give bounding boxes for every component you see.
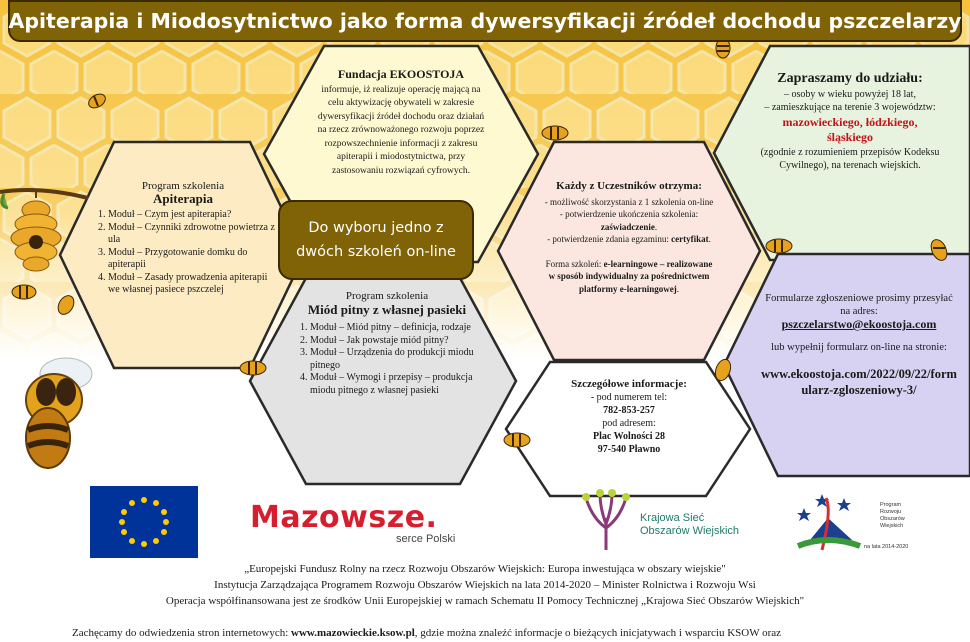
program2-label: Program szkolenia — [345, 290, 429, 302]
bee-icon — [238, 358, 268, 383]
uczestnik-line2-value: zaświadczenie — [600, 221, 655, 232]
ksow-website-link[interactable]: www.mazowieckie.ksow.pl — [291, 627, 415, 639]
footer-line2: Instytucja Zarządzająca Programem Rozwoju Obszarów Wiejskich na lata 2014-2020 – Minister Rolnictwa i Rozwoju Wsi — [214, 579, 756, 591]
program1-module: 1. Moduł – Czym jest apiterapia? — [108, 209, 276, 222]
hex-zaproszenie — [712, 44, 970, 262]
fundacja-text: informuje, iż realizuje operację mającą na celu aktywizację obywateli w zakresie dywersyfikacji źródeł dochodu oraz działań na rzecz zrównoważonego rozwoju poprzez rozpowszechnienie informacji z zakresu apiterapii i miodostytnictwa, przy zastosowaniu rozwiązań cyfrowych. — [317, 84, 485, 176]
prow-years: na lata 2014-2020 — [864, 544, 909, 550]
hex-formularze — [722, 252, 970, 478]
formularze-text: Formularze zgłoszeniowe prosimy przesyłać na adres: — [765, 293, 953, 317]
prow-logo — [792, 490, 922, 560]
uczestnik-line3-value: certyfikat — [671, 234, 709, 244]
title-banner — [8, 0, 962, 42]
ksow-name-line2: Obszarów Wiejskich — [640, 525, 740, 537]
zaproszenie-line1: – osoby w wieku powyżej 18 lat, — [784, 89, 916, 100]
bee-icon — [928, 236, 950, 269]
ksow-logo — [574, 488, 764, 558]
prow-line4: Wiejskich — [880, 523, 904, 529]
program1-module: 2. Moduł – Czynniki zdrowotne powietrza z ula — [108, 222, 276, 247]
uczestnik-line2: - potwierdzenie ukończenia szkolenia: — [559, 209, 699, 219]
zaproszenie-note: (zgodnie z rozumieniem przepisów Kodeksu Cywilnego), na terenach wiejskich. — [760, 147, 940, 171]
phone-number[interactable]: 782-853-257 — [603, 405, 655, 416]
bee-illustration-icon — [8, 330, 98, 470]
program2-module: 2. Moduł – Jak powstaje miód pitny? — [310, 335, 482, 348]
program2-module: 4. Moduł – Wymogi i przepisy – produkcja miodu pitnego z własnej pasieki — [310, 372, 482, 397]
hex-uczestnik: Każdy z Uczestników otrzyma: - możliwość skorzystania z 1 szkolenia on-line - potwierdzenie ukończenia szkolenia: zaświadczenie. - potwierdzenie zdania egzaminu: certyfikat. Forma szkoleń: e-learningowe – realizowane w sposób indywidualny za pośrednictwem platformy e-learningowej. — [496, 140, 762, 362]
bee-icon — [764, 236, 794, 261]
ksow-name-line1: Krajowa Sieć — [640, 512, 705, 524]
footer-line4 — [72, 627, 781, 639]
hex-program-miod-pitny — [248, 276, 518, 486]
program2-module: 3. Moduł – Urządzenia do produkcji miodu pitnego — [310, 347, 482, 372]
eu-flag-logo — [90, 486, 198, 558]
uczestnik-line1: - możliwość skorzystania z 1 szkolenia on-line — [544, 196, 714, 207]
program2-module: 1. Moduł – Miód pitny – definicja, rodzaje — [310, 322, 482, 335]
bee-icon — [712, 356, 734, 389]
program1-label: Program szkolenia — [141, 180, 225, 192]
forma-value: e-learningowe – realizowane w sposób indywidualny za pośrednictwem platformy e-learningowej — [548, 258, 713, 294]
bee-icon — [502, 430, 532, 455]
contact-email-link[interactable]: pszczelarstwo@ekoostoja.com — [781, 317, 937, 331]
footer — [0, 561, 970, 609]
fundacja-heading: Fundacja EKOOSTOJA — [337, 67, 465, 81]
footer-line3: Operacja współfinansowana jest ze środków Unii Europejskiej w ramach Schematu II Pomocy Technicznej „Krajowa Sieć Obszarów Wiejskich" — [165, 595, 805, 607]
program2-name: Miód pitny z własnej pasieki — [307, 302, 467, 317]
choice-text: Do wyboru jedno z dwóch szkoleń on-line — [296, 220, 456, 260]
prow-line3: Obszarów — [880, 516, 905, 522]
mazowsze-tagline: serce Polski — [396, 533, 456, 545]
mazowsze-wordmark: Mazowsze. — [250, 500, 438, 535]
tel-label: - pod numerem tel: — [590, 392, 668, 403]
uczestnik-line3: - potwierdzenie zdania egzaminu: — [547, 234, 669, 244]
form-url-link[interactable]: www.ekoostoja.com/2022/09/22/formularz-zgloszeniowy-3/ — [761, 367, 957, 397]
footer-line4-text: Zachęcamy do odwiedzenia stron internetowych: — [72, 627, 289, 639]
program1-name: Apiterapia — [153, 190, 213, 206]
zaproszenie-heading: Zapraszamy do udziału: — [777, 71, 923, 86]
forma-label: Forma szkoleń: — [545, 258, 602, 269]
ksow-emblem-icon — [574, 488, 638, 554]
address-city: 97-540 Pławno — [597, 444, 661, 455]
program1-module: 4. Moduł – Zasady prowadzenia apiterapii we własnej pasiece pszczelej — [108, 272, 276, 297]
bee-icon — [56, 292, 76, 323]
uczestnik-heading: Każdy z Uczestników otrzyma: — [556, 180, 702, 192]
bee-icon — [540, 124, 570, 147]
prow-line1: Program — [880, 502, 902, 508]
mazowsze-logo — [250, 500, 490, 560]
address-street: Plac Wolności 28 — [592, 431, 666, 442]
prow-line2: Rozwoju — [880, 509, 902, 515]
prow-emblem-icon — [792, 490, 864, 556]
zaproszenie-regions: mazowieckiego, łódzkiego, śląskiego — [782, 115, 918, 144]
footer-line1: „Europejski Fundusz Rolny na rzecz Rozwoju Obszarów Wiejskich: Europa inwestująca w obszary wiejskie" — [244, 563, 726, 575]
informacje-heading: Szczegółowe informacje: — [571, 378, 687, 390]
program1-module: 3. Moduł – Przygotowanie domku do apiterapii — [108, 247, 276, 272]
program2-modules — [292, 322, 482, 397]
footer-line4-rest: , gdzie można znaleźć informacje o bieżących inicjatywach i wsparciu KSOW oraz — [414, 627, 782, 639]
formularze-online-text: lub wypełnij formularz on-line na stronie: — [771, 342, 947, 353]
bee-icon — [86, 90, 108, 117]
address-label: pod adresem: — [602, 418, 656, 429]
zaproszenie-line2: – zamieszkujące na terenie 3 województw: — [764, 102, 936, 113]
choice-banner — [278, 200, 474, 280]
bee-icon — [10, 282, 38, 307]
page-title: Apiterapia i Miodosytnictwo jako forma dywersyfikacji źródeł dochodu pszczelarzy — [8, 9, 962, 33]
beehive-icon — [0, 180, 90, 275]
